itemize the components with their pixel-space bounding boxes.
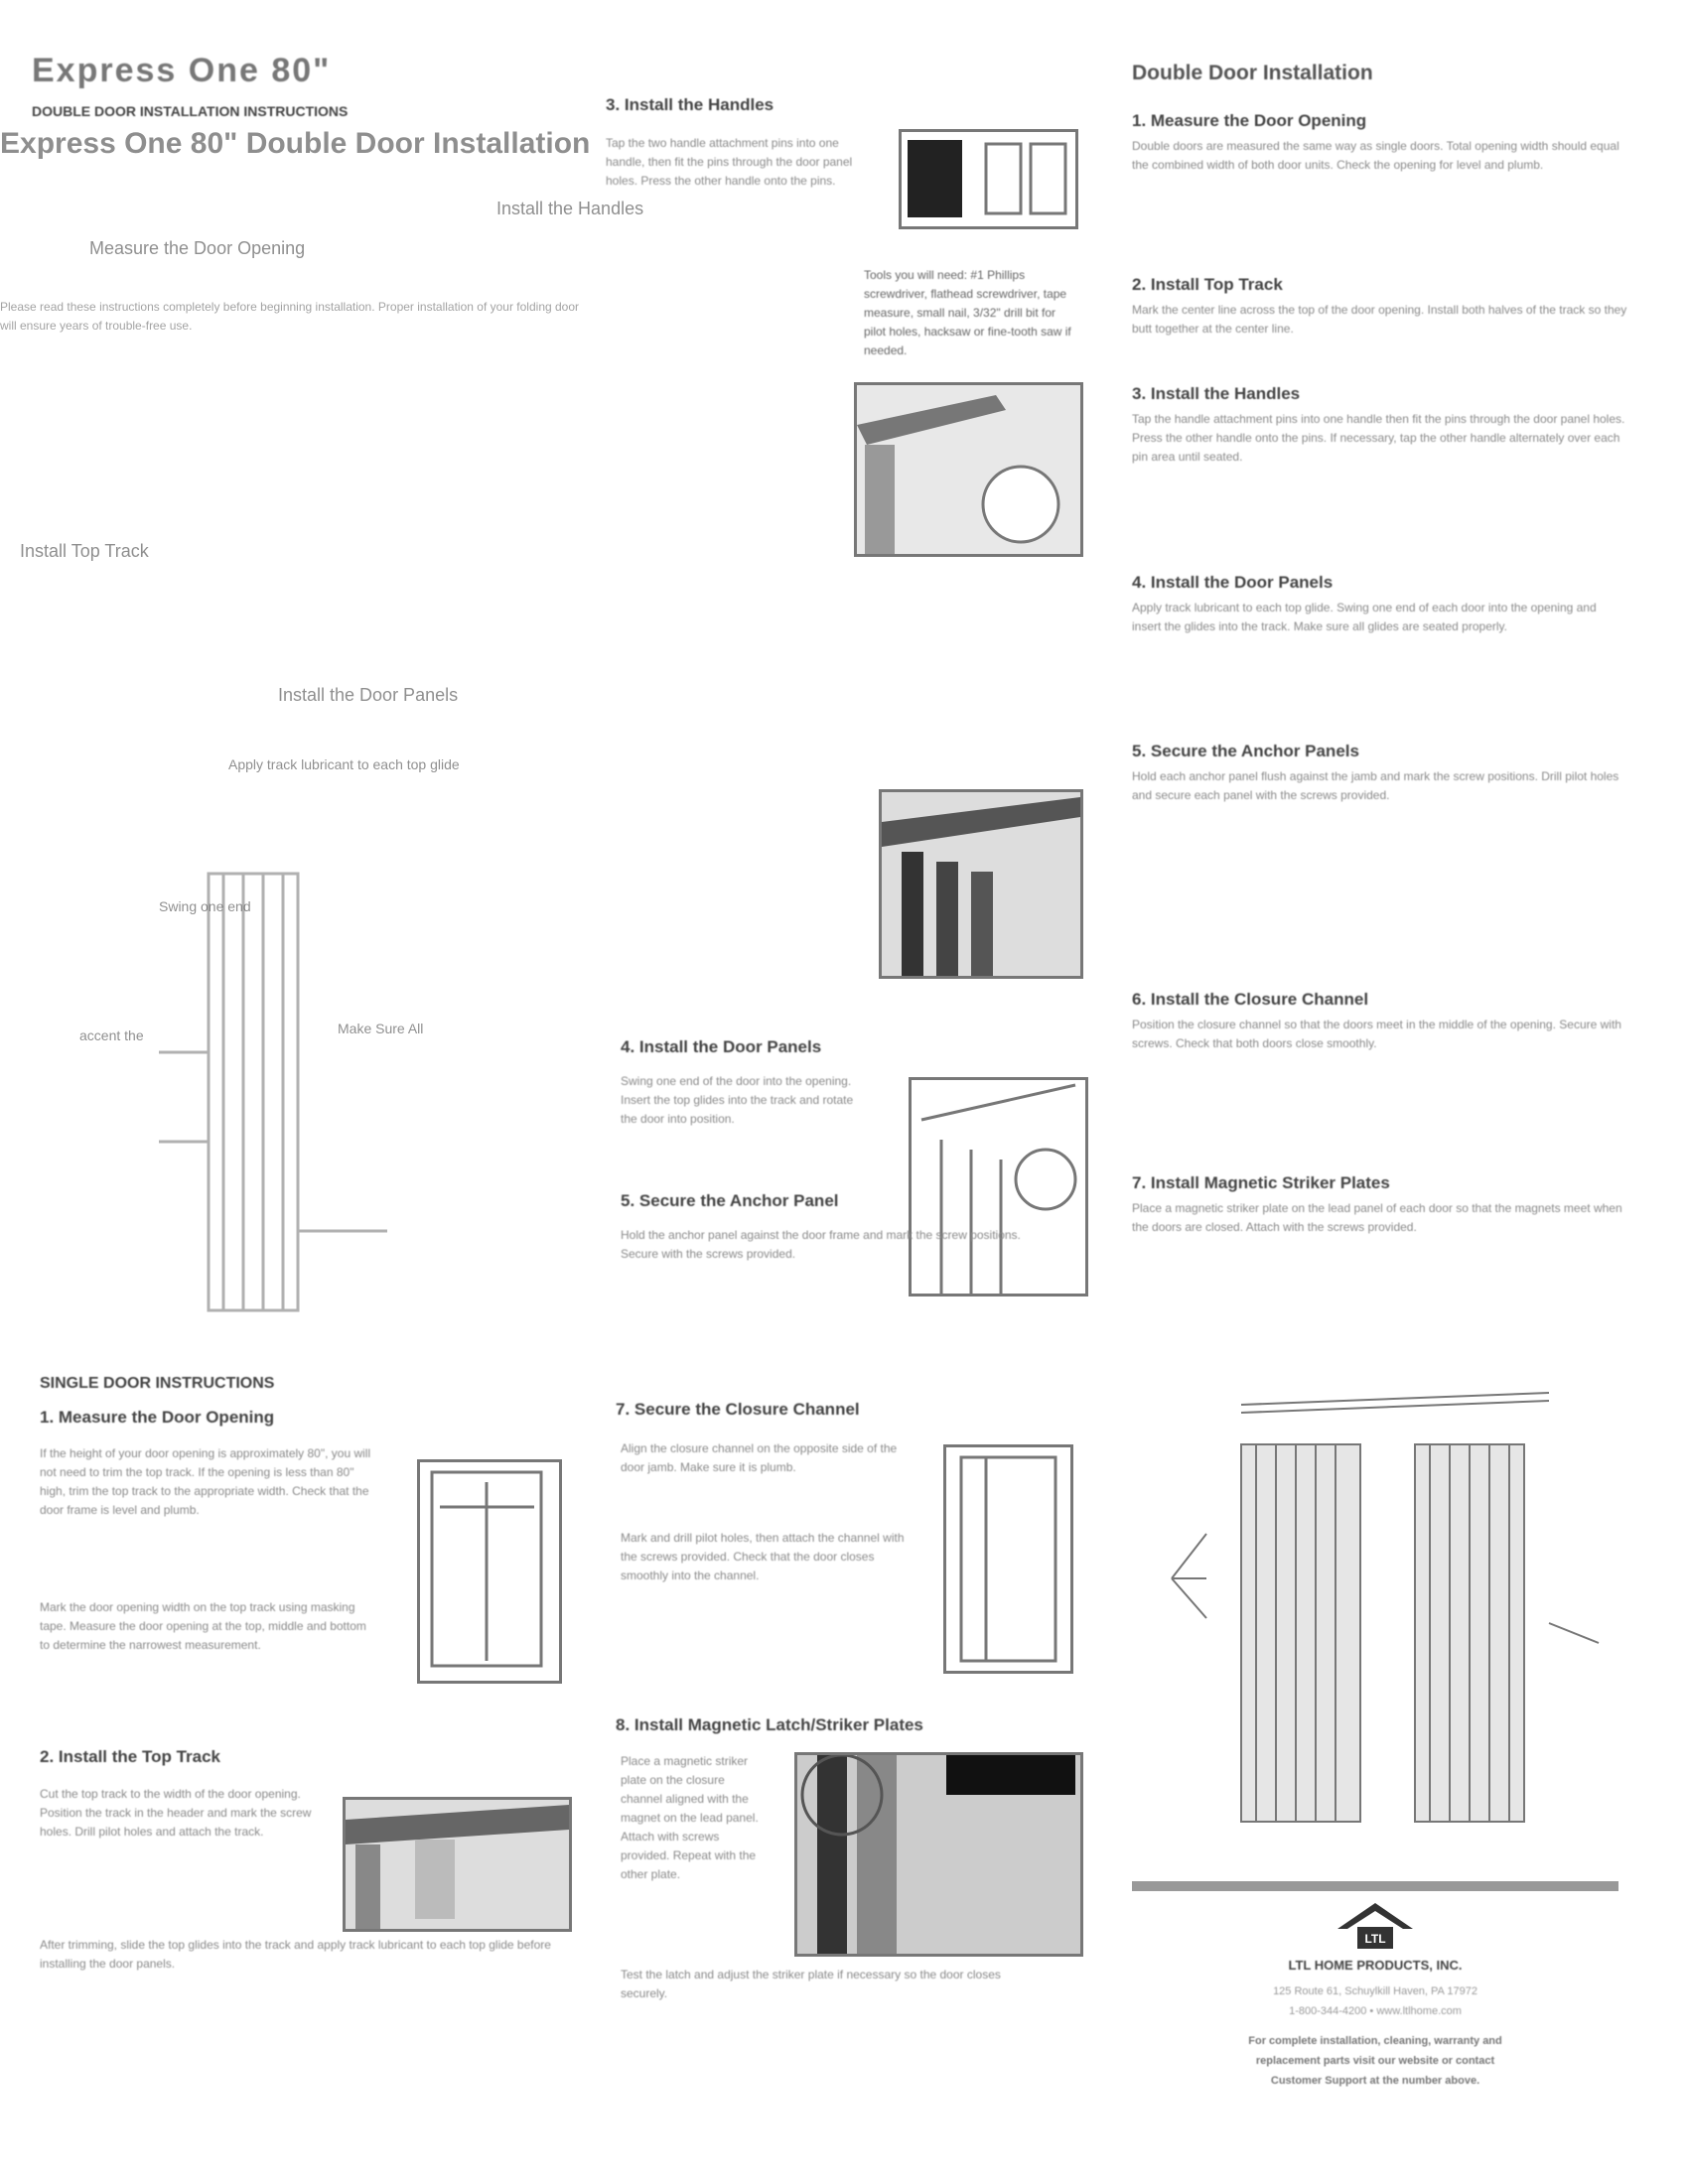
ghost-line: Measure the Door Opening: [89, 238, 306, 258]
double-door-heading: Double Door Installation: [1132, 62, 1373, 84]
track-figure: [343, 1797, 572, 1932]
right-step: [1132, 742, 1628, 990]
footer-line: For complete installation, cleaning, warranty and: [1248, 2035, 1502, 2047]
step3-title: 3. Install the Handles: [606, 95, 774, 114]
step8-text: Place a magnetic striker plate on the closure channel aligned with the magnet on the lead panel. Attach with screws provided. Repeat with the other plate.: [621, 1754, 759, 1881]
right-step: [1132, 384, 1628, 573]
footer-line: Customer Support at the number above.: [1270, 2075, 1480, 2087]
step3-text: Tap the two handle attachment pins into one handle, then fit the pins through the door panel holes. Press the other handle onto the pins.: [606, 136, 853, 188]
step5-title: 5. Secure the Anchor Panel: [621, 1191, 839, 1210]
right-step-text: Apply track lubricant to each top glide. Swing one end of each door into the opening and insert the glides into the track. Make sure all glides are seated properly.: [1132, 601, 1597, 633]
footer-rule: [1132, 1881, 1618, 1891]
ghost-heading: Express One 80" Double Door Installation: [0, 127, 591, 160]
install-figure: [879, 789, 1083, 979]
footer-line: 1-800-344-4200 • www.ltlhome.com: [1289, 2005, 1462, 2017]
step7-text: Align the closure channel on the opposite side of the door jamb. Make sure it is plumb.: [621, 1441, 898, 1474]
ghost-line: Install the Door Panels: [278, 685, 459, 705]
ghost-line: Install Top Track: [20, 541, 149, 561]
right-step-title: 1. Measure the Door Opening: [1132, 111, 1367, 130]
right-step: [1132, 111, 1628, 275]
right-step: [1132, 1173, 1628, 1312]
step8-title: 8. Install Magnetic Latch/Striker Plates: [616, 1715, 923, 1734]
door-panel-figure: [854, 382, 1083, 557]
footer-company: LTL HOME PRODUCTS, INC.: [1288, 1958, 1463, 1973]
step8-text2: Test the latch and adjust the striker plate if necessary so the door closes securely.: [621, 1968, 1001, 2000]
document-title: Express One 80": [32, 52, 332, 89]
right-step-text: Double doors are measured the same way as single doors. Total opening width should equal the combined width of both door units. Check the opening for level and plumb.: [1132, 139, 1619, 172]
right-step-title: 5. Secure the Anchor Panels: [1132, 742, 1359, 760]
step4-title: 4. Install the Door Panels: [621, 1037, 822, 1056]
right-steps: [1132, 111, 1628, 1312]
tools-text: Tools you will need: #1 Phillips screwdriver, flathead screwdriver, tape measure, small nail, 3/32" drill bit for pilot holes, hacksaw or fine-tooth saw if needed.: [864, 268, 1071, 357]
single-door-heading: SINGLE DOOR INSTRUCTIONS: [40, 1375, 275, 1392]
step7-title: 7. Secure the Closure Channel: [616, 1400, 860, 1419]
opening-figure: [417, 1459, 562, 1684]
right-step-title: 7. Install Magnetic Striker Plates: [1132, 1173, 1390, 1192]
step7-text2: Mark and drill pilot holes, then attach the channel with the screws provided. Check that the door closes smoothly into the channel.: [621, 1531, 905, 1582]
ltl-logo: [1336, 1901, 1415, 1951]
right-step-text: Position the closure channel so that the doors meet in the middle of the opening. Secure with screws. Check that both doors close smoothly.: [1132, 1018, 1621, 1050]
intro-text: Please read these instructions completely before beginning installation. Proper installation of your folding door will ensure years of trouble-free use.: [0, 300, 580, 333]
step1-text2: Mark the door opening width on the top track using masking tape. Measure the door opening at the top, middle and bottom to determine the narrowest measurement.: [40, 1600, 366, 1652]
striker-figure: [794, 1752, 1083, 1957]
right-step: [1132, 275, 1628, 384]
footer-line: 125 Route 61, Schuylkill Haven, PA 17972: [1273, 1985, 1477, 1997]
right-step-title: 3. Install the Handles: [1132, 384, 1301, 403]
right-step-title: 2. Install Top Track: [1132, 275, 1283, 294]
right-step-title: 4. Install the Door Panels: [1132, 573, 1334, 592]
closure-figure: [943, 1444, 1073, 1674]
step4-text: Swing one end of the door into the opening. Insert the top glides into the track and rotate the door into position.: [621, 1074, 854, 1126]
right-step-text: Tap the handle attachment pins into one handle then fit the pins through the door panel holes. Press the other handle onto the pins. If necessary, tap the other handle alternately over each pin area until seated.: [1132, 412, 1625, 464]
step2-title: 2. Install the Top Track: [40, 1747, 221, 1766]
step1-text: If the height of your door opening is approximately 80", you will not need to trim the top track. If the opening is less than 80" high, trim the top track to the appropriate width. Check that the door frame is level and plumb.: [40, 1446, 371, 1517]
footer-line: replacement parts visit our website or contact: [1255, 2055, 1495, 2067]
double-door-diagram: [1132, 1385, 1628, 1851]
right-step: [1132, 573, 1628, 742]
svg-text:LTL: LTL: [1364, 1932, 1386, 1946]
right-step: [1132, 990, 1628, 1173]
ghost-line: Install the Handles: [496, 199, 644, 218]
right-step-text: Mark the center line across the top of the door opening. Install both halves of the track so they butt together at the center line.: [1132, 303, 1627, 336]
ghost-line: accent the: [79, 1027, 144, 1043]
step2-text2: After trimming, slide the top glides into the track and apply track lubricant to each top glide before installing the door panels.: [40, 1938, 551, 1971]
step1-title: 1. Measure the Door Opening: [40, 1408, 275, 1427]
door-illustration: [149, 814, 447, 1330]
step5-text: Hold the anchor panel against the door frame and mark the screw positions. Secure with the screws provided.: [621, 1228, 1021, 1261]
right-step-text: Place a magnetic striker plate on the lead panel of each door so that the magnets meet when the doors are closed. Attach with the screws provided.: [1132, 1201, 1622, 1234]
document-subtitle: DOUBLE DOOR INSTALLATION INSTRUCTIONS: [32, 103, 349, 119]
step2-text: Cut the top track to the width of the door opening. Position the track in the header and mark the screw holes. Drill pilot holes and attach the track.: [40, 1787, 312, 1839]
right-step-text: Hold each anchor panel flush against the jamb and mark the screw positions. Drill pilot holes and secure each panel with the screws provided.: [1132, 769, 1619, 802]
ghost-line: Apply track lubricant to each top glide: [228, 756, 460, 772]
handle-figure: [899, 129, 1078, 229]
ghost-line: Swing one end: [159, 898, 251, 914]
right-step-title: 6. Install the Closure Channel: [1132, 990, 1369, 1009]
ghost-line: Make Sure All: [338, 1021, 424, 1036]
